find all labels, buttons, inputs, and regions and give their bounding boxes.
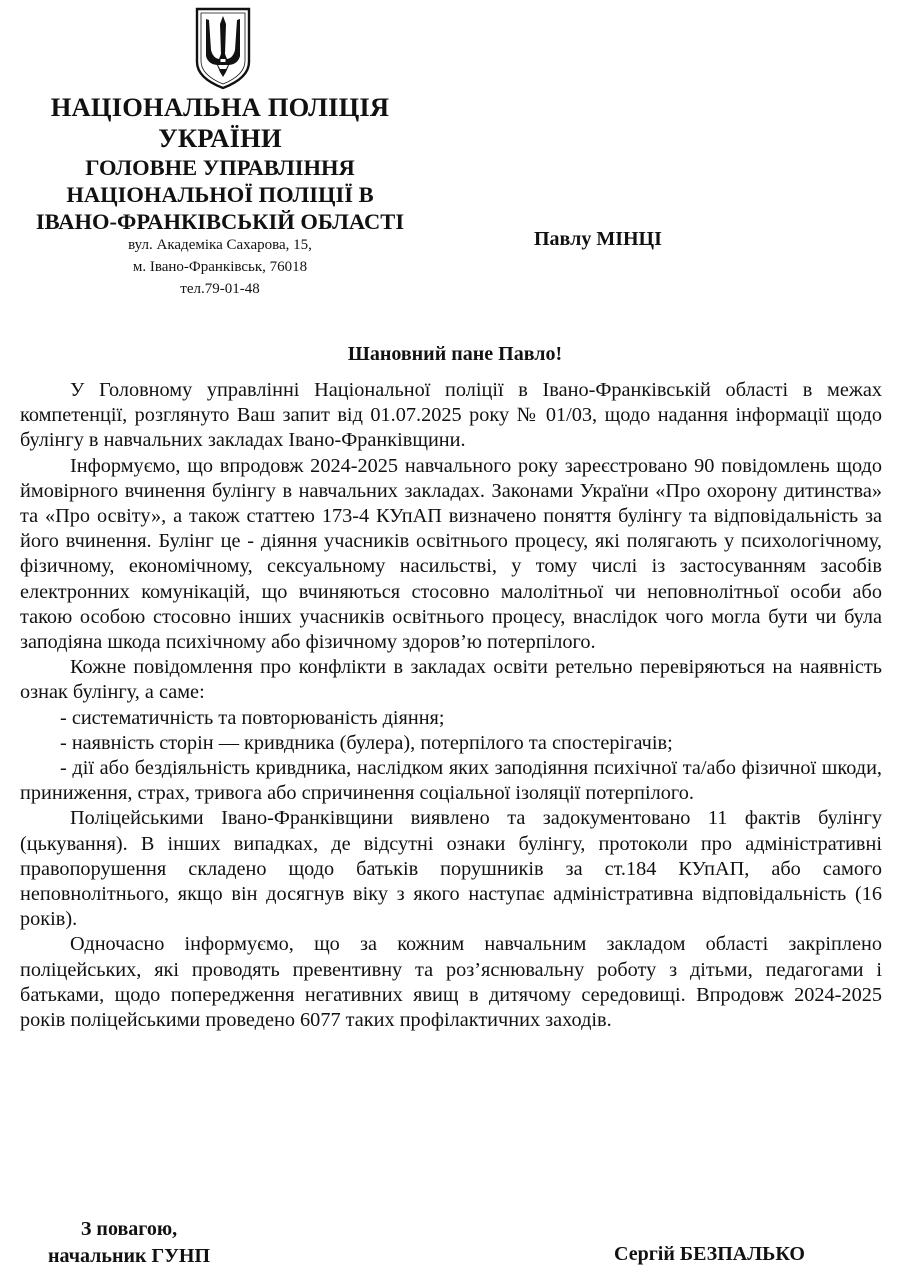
list-item: - систематичність та повторюваність діяння; [60, 706, 445, 729]
closing-phrase: З повагою, [80, 1218, 178, 1240]
signature-block [30, 1216, 228, 1270]
organization-name [20, 92, 420, 154]
paragraph-verification: Кожне повідомлення про конфлікти в закладах освіти ретельно перевіряються на наявність ознак булінгу, а саме: [20, 656, 882, 704]
paragraph-documented-cases: Поліцейськими Івано-Франківщини виявлено та задокументовано 11 фактів булінгу (цькування). В інших випадках, де відсутні ознаки булінгу, протоколи про адміністративні правопорушення складено щодо батьків порушників за ст.184 КУпАП, або самого неповнолітнього, якщо він досягнув віку з якого наступає адміністративна відповідальність (16 років). [20, 807, 882, 931]
list-item: - наявність сторін — кривдника (булера), потерпілого та спостерігачів; [60, 731, 673, 754]
dept-line-1: ГОЛОВНЕ УПРАВЛІННЯ [85, 155, 355, 180]
signer-position: начальник ГУНП [47, 1245, 211, 1267]
trident-emblem-icon [194, 6, 252, 90]
list-item: - дії або бездіяльність кривдника, наслідком яких заподіяння психічної та/або фізичної шкоди, приниження, страх, тривога або спричинення соціальної ізоляції потерпілого. [20, 757, 882, 805]
paragraph-statistics: Інформуємо, що впродовж 2024-2025 навчального року зареєстровано 90 повідомлень щодо ймовірного вчинення булінгу в навчальних закладах. Законами України «Про охорону дитинства» та «Про освіту», а також статтею 173-4 КУпАП визначено поняття булінгу та відповідальність за його вчинення. Булінг це - діяння учасників освітнього процесу, які полягають у психологічному, фізичному, економічному, сексуальному насильстві, у тому числі із застосуванням засобів електронних комунікацій, що вчиняються стосовно малолітньої чи неповнолітньої особи або такою особою стосовно інших учасників освітнього процесу, внаслідок чого могла бути чи була заподіяна шкода психічному або фізичному здоров’ю потерпілого. [20, 454, 882, 654]
address-street: вул. Академіка Сахарова, 15, [128, 237, 312, 253]
org-line-1: НАЦІОНАЛЬНА ПОЛІЦІЯ [50, 92, 390, 122]
dept-line-2: НАЦІОНАЛЬНОЇ ПОЛІЦІЇ В [66, 182, 374, 207]
address-city: м. Івано-Франківськ, 76018 [132, 259, 308, 275]
address-block [60, 234, 380, 300]
department-name [20, 154, 420, 235]
paragraph-prevention: Одночасно інформуємо, що за кожним навчальним закладом області закріплено поліцейських, які проводять превентивну та роз’яснювальну роботу з дітьми, педагогами і батьками, щодо попередження негативних явищ в дитячому середовищі. Впродовж 2024-2025 років поліцейськими проведено 6077 таких профілактичних заходів. [20, 933, 882, 1032]
org-line-2: УКРАЇНИ [158, 123, 282, 153]
greeting: Шановний пане Павло! [347, 343, 563, 365]
recipient-name: Павлу МІНЦІ [534, 228, 662, 250]
dept-line-3: ІВАНО-ФРАНКІВСЬКІЙ ОБЛАСТІ [35, 209, 405, 234]
paragraph-request: У Головному управлінні Національної поліції в Івано-Франківській області в межах компетенції, розглянуто Ваш запит від 01.07.2025 року № 01/03, щодо надання інформації щодо булінгу в навчальних закладах Івано-Франківщини. [20, 379, 882, 452]
signer-name: Сергій БЕЗПАЛЬКО [614, 1243, 805, 1265]
letter-body [20, 378, 882, 1033]
phone-number: тел.79-01-48 [180, 281, 260, 297]
